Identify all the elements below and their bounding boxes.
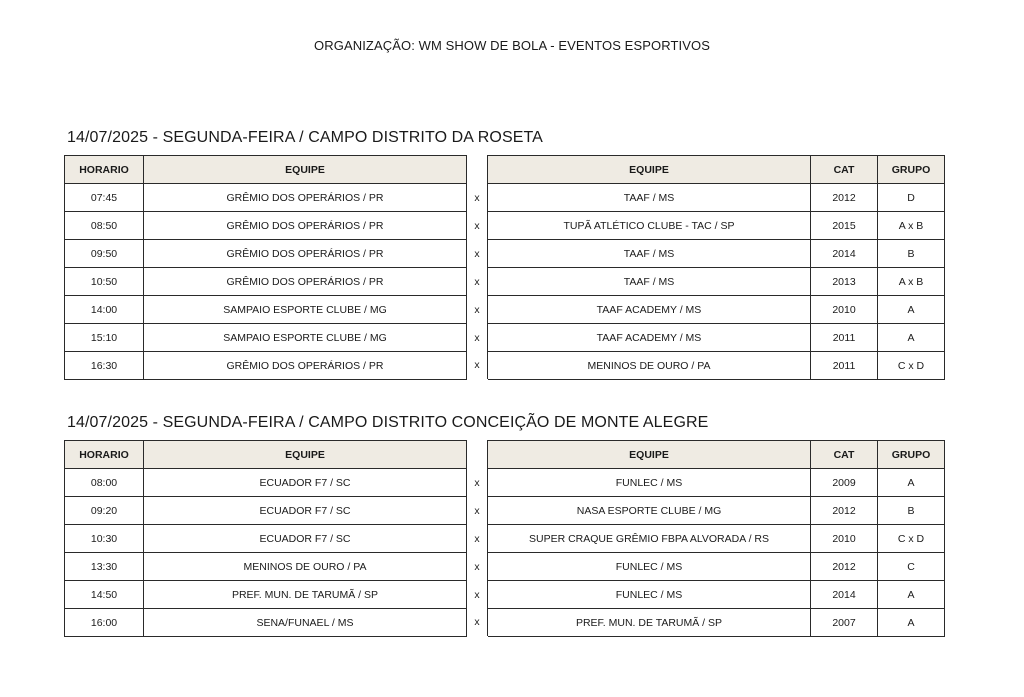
group: C x D xyxy=(878,525,945,553)
versus-mark: x xyxy=(467,525,488,553)
category: 2010 xyxy=(811,296,878,324)
header-separator xyxy=(467,156,488,184)
versus-mark: x xyxy=(467,324,488,352)
team-away: SUPER CRAQUE GRÊMIO FBPA ALVORADA / RS xyxy=(488,525,811,553)
header-cat: CAT xyxy=(811,156,878,184)
versus-mark: x xyxy=(467,352,488,380)
group: D xyxy=(878,184,945,212)
team-home: GRÊMIO DOS OPERÁRIOS / PR xyxy=(144,352,467,380)
category: 2013 xyxy=(811,268,878,296)
match-time: 16:30 xyxy=(65,352,144,380)
table-row xyxy=(65,212,945,240)
match-time: 08:50 xyxy=(65,212,144,240)
group: B xyxy=(878,497,945,525)
table-row xyxy=(65,296,945,324)
team-home: SAMPAIO ESPORTE CLUBE / MG xyxy=(144,324,467,352)
team-away: FUNLEC / MS xyxy=(488,553,811,581)
table-row xyxy=(65,469,945,497)
category: 2010 xyxy=(811,525,878,553)
category: 2014 xyxy=(811,581,878,609)
table-header-row xyxy=(65,441,945,469)
group: C x D xyxy=(878,352,945,380)
schedule-table-conceicao xyxy=(64,440,945,637)
match-time: 14:00 xyxy=(65,296,144,324)
group: A xyxy=(878,469,945,497)
table-row xyxy=(65,184,945,212)
table-row xyxy=(65,268,945,296)
table-row xyxy=(65,525,945,553)
versus-mark: x xyxy=(467,268,488,296)
match-time: 16:00 xyxy=(65,609,144,637)
team-home: ECUADOR F7 / SC xyxy=(144,525,467,553)
table-row xyxy=(65,497,945,525)
header-team-home: EQUIPE xyxy=(144,441,467,469)
team-away: TAAF ACADEMY / MS xyxy=(488,296,811,324)
team-home: ECUADOR F7 / SC xyxy=(144,497,467,525)
team-home: SENA/FUNAEL / MS xyxy=(144,609,467,637)
versus-mark: x xyxy=(467,296,488,324)
team-away: TUPÃ ATLÉTICO CLUBE - TAC / SP xyxy=(488,212,811,240)
team-home: GRÊMIO DOS OPERÁRIOS / PR xyxy=(144,184,467,212)
match-time: 10:50 xyxy=(65,268,144,296)
table-row xyxy=(65,324,945,352)
schedule-table-roseta xyxy=(64,155,945,380)
group: A x B xyxy=(878,212,945,240)
category: 2011 xyxy=(811,352,878,380)
team-away: TAAF / MS xyxy=(488,268,811,296)
header-group: GRUPO xyxy=(878,156,945,184)
header-team-away: EQUIPE xyxy=(488,441,811,469)
header-group: GRUPO xyxy=(878,441,945,469)
team-home: PREF. MUN. DE TARUMÃ / SP xyxy=(144,581,467,609)
category: 2014 xyxy=(811,240,878,268)
category: 2012 xyxy=(811,553,878,581)
group: C xyxy=(878,553,945,581)
team-home: MENINOS DE OURO / PA xyxy=(144,553,467,581)
team-home: ECUADOR F7 / SC xyxy=(144,469,467,497)
table-row xyxy=(65,240,945,268)
section-title-roseta: 14/07/2025 - SEGUNDA-FEIRA / CAMPO DISTRITO DA ROSETA xyxy=(67,129,543,146)
group: A xyxy=(878,581,945,609)
header-separator xyxy=(467,441,488,469)
category: 2009 xyxy=(811,469,878,497)
match-time: 09:20 xyxy=(65,497,144,525)
team-home: GRÊMIO DOS OPERÁRIOS / PR xyxy=(144,240,467,268)
team-home: GRÊMIO DOS OPERÁRIOS / PR xyxy=(144,268,467,296)
header-team-home: EQUIPE xyxy=(144,156,467,184)
category: 2012 xyxy=(811,497,878,525)
match-time: 09:50 xyxy=(65,240,144,268)
category: 2015 xyxy=(811,212,878,240)
team-away: NASA ESPORTE CLUBE / MG xyxy=(488,497,811,525)
match-time: 10:30 xyxy=(65,525,144,553)
versus-mark: x xyxy=(467,581,488,609)
team-away: FUNLEC / MS xyxy=(488,581,811,609)
group: B xyxy=(878,240,945,268)
match-time: 08:00 xyxy=(65,469,144,497)
match-time: 14:50 xyxy=(65,581,144,609)
versus-mark: x xyxy=(467,184,488,212)
versus-mark: x xyxy=(467,469,488,497)
team-away: PREF. MUN. DE TARUMÃ / SP xyxy=(488,609,811,637)
match-time: 13:30 xyxy=(65,553,144,581)
table-row xyxy=(65,553,945,581)
group: A xyxy=(878,296,945,324)
team-home: SAMPAIO ESPORTE CLUBE / MG xyxy=(144,296,467,324)
versus-mark: x xyxy=(467,497,488,525)
versus-mark: x xyxy=(467,240,488,268)
category: 2012 xyxy=(811,184,878,212)
header-time: HORARIO xyxy=(65,441,144,469)
group: A xyxy=(878,324,945,352)
group: A x B xyxy=(878,268,945,296)
category: 2007 xyxy=(811,609,878,637)
header-team-away: EQUIPE xyxy=(488,156,811,184)
team-away: TAAF / MS xyxy=(488,184,811,212)
team-away: FUNLEC / MS xyxy=(488,469,811,497)
organization-title: ORGANIZAÇÃO: WM SHOW DE BOLA - EVENTOS ESPORTIVOS xyxy=(314,38,710,53)
match-time: 07:45 xyxy=(65,184,144,212)
table-row xyxy=(65,609,945,637)
versus-mark: x xyxy=(467,553,488,581)
section-title-conceicao: 14/07/2025 - SEGUNDA-FEIRA / CAMPO DISTRITO CONCEIÇÃO DE MONTE ALEGRE xyxy=(67,414,709,431)
table-row xyxy=(65,581,945,609)
header-cat: CAT xyxy=(811,441,878,469)
table-row xyxy=(65,352,945,380)
team-away: TAAF ACADEMY / MS xyxy=(488,324,811,352)
team-away: MENINOS DE OURO / PA xyxy=(488,352,811,380)
team-home: GRÊMIO DOS OPERÁRIOS / PR xyxy=(144,212,467,240)
group: A xyxy=(878,609,945,637)
category: 2011 xyxy=(811,324,878,352)
match-time: 15:10 xyxy=(65,324,144,352)
team-away: TAAF / MS xyxy=(488,240,811,268)
header-time: HORARIO xyxy=(65,156,144,184)
table-header-row xyxy=(65,156,945,184)
versus-mark: x xyxy=(467,609,488,637)
versus-mark: x xyxy=(467,212,488,240)
